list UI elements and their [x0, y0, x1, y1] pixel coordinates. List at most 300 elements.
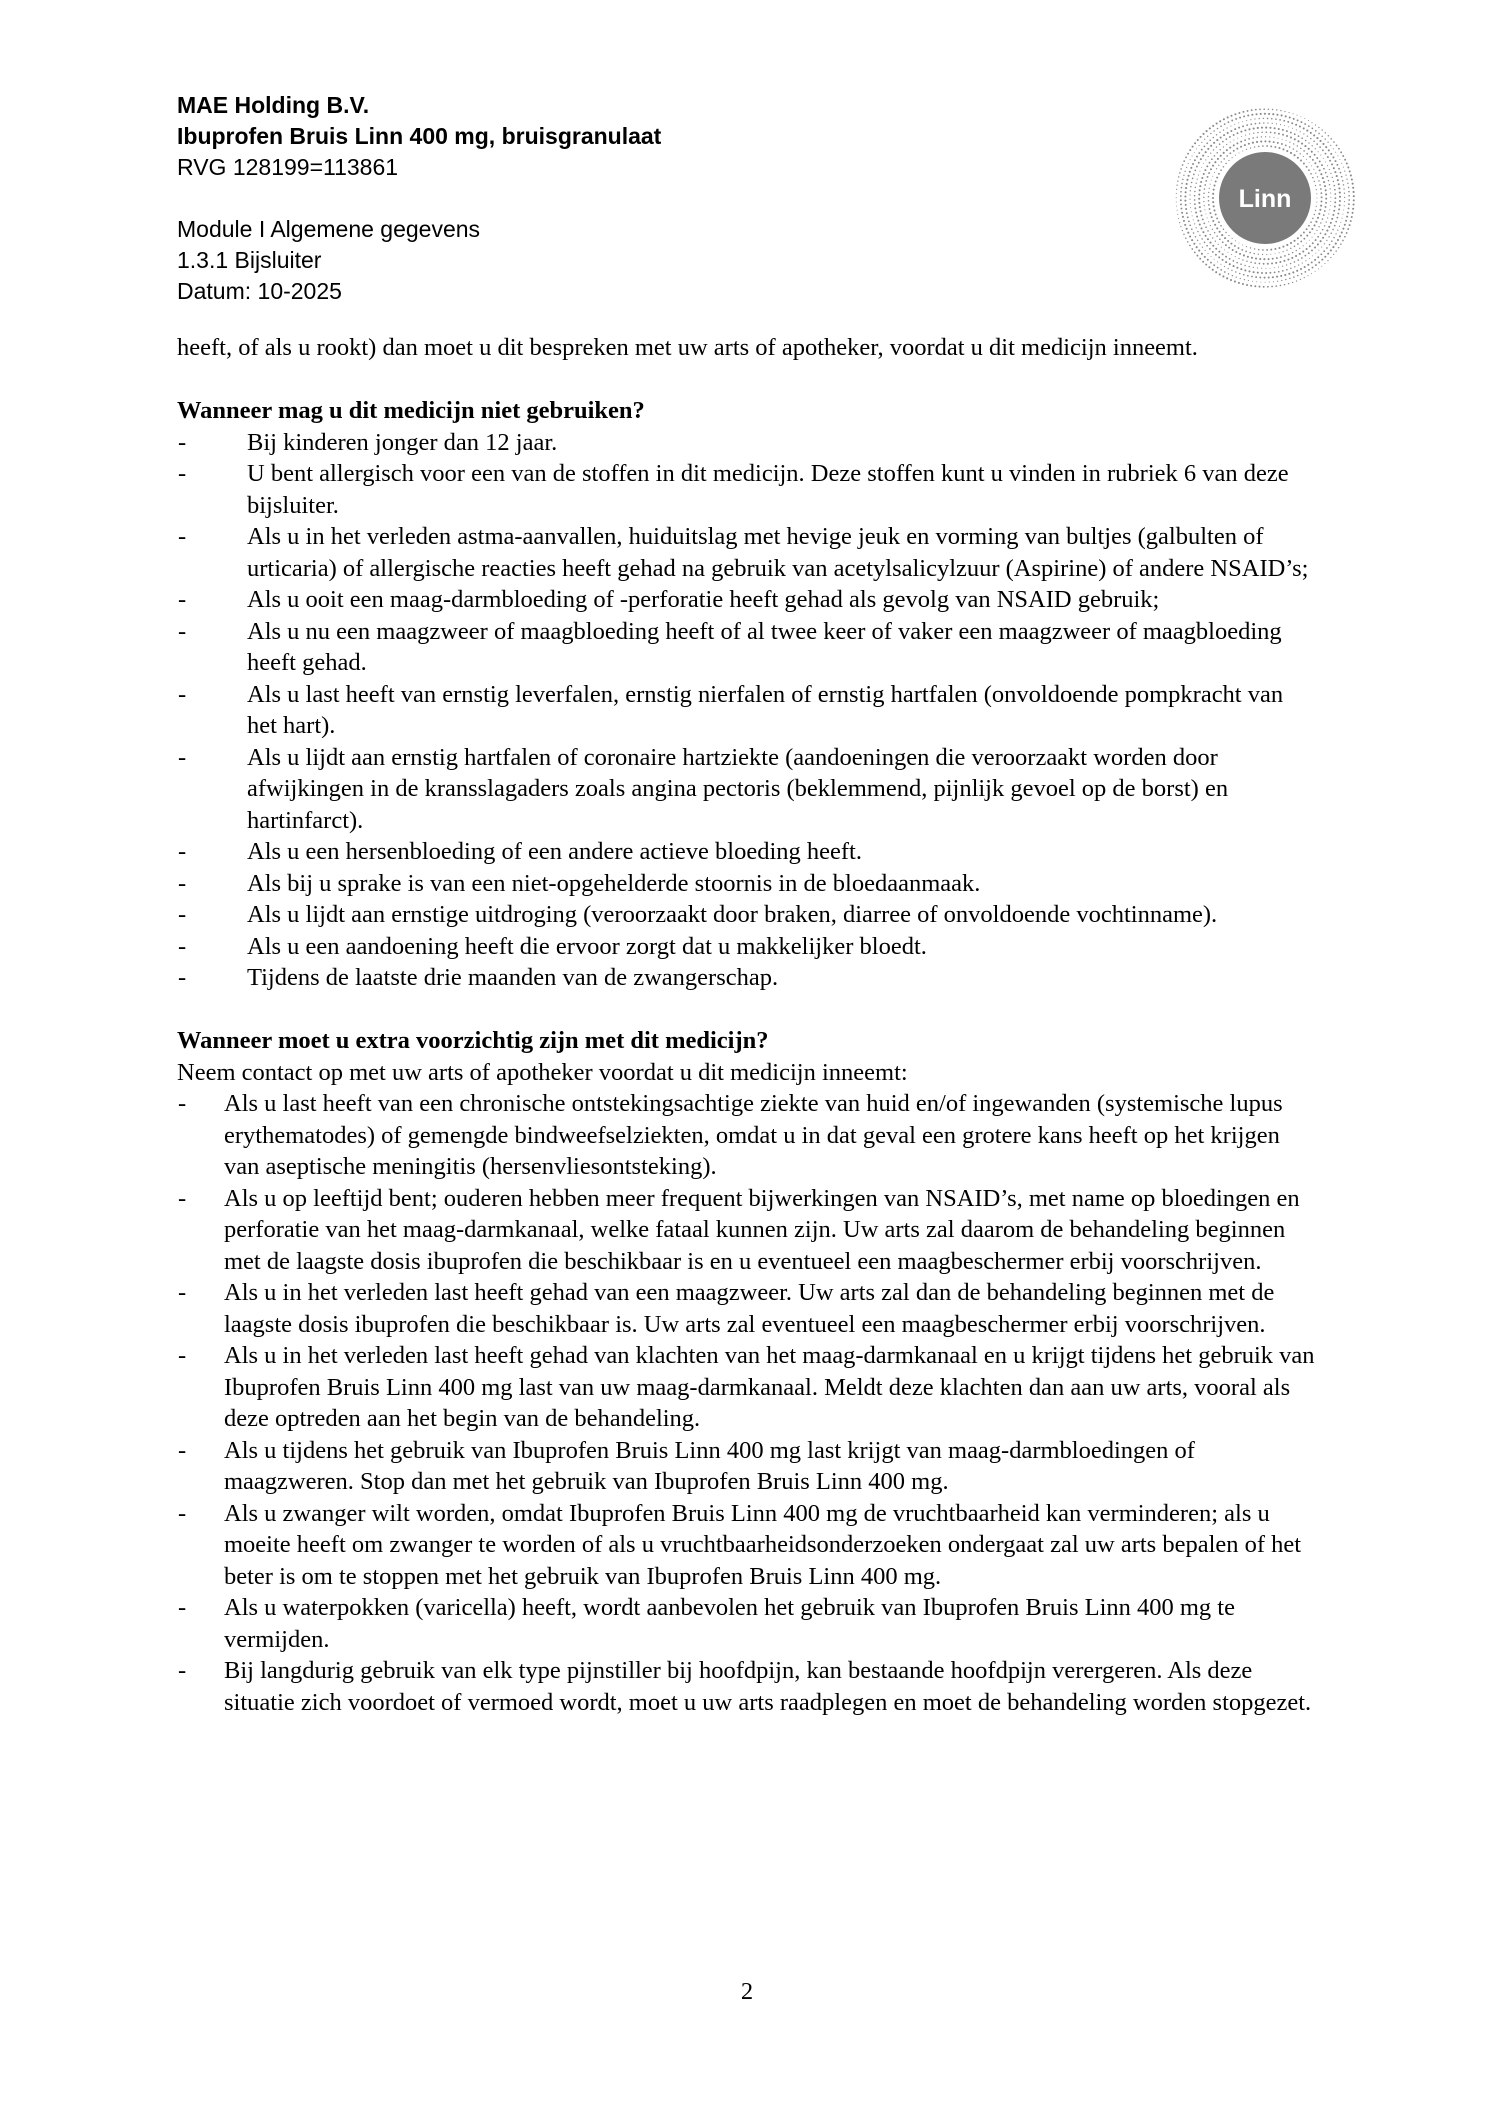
logo-dot [1243, 274, 1245, 276]
logo-dot [1328, 213, 1329, 214]
logo-dot [1183, 220, 1185, 222]
logo-dot [1299, 253, 1301, 255]
logo-dot [1235, 118, 1237, 120]
logo-dot [1276, 123, 1277, 124]
logo-dot [1278, 267, 1279, 268]
logo-dot [1265, 272, 1267, 274]
logo-dot [1324, 256, 1326, 258]
logo-dot [1303, 150, 1305, 152]
logo-dot [1309, 258, 1310, 259]
logo-dot [1246, 149, 1247, 150]
logo-dot [1259, 263, 1261, 265]
logo-dot [1185, 156, 1187, 158]
logo-dot [1228, 235, 1229, 236]
logo-dot [1181, 212, 1183, 214]
logo-dot [1352, 212, 1354, 214]
logo-dot [1207, 148, 1209, 150]
logo-dot [1347, 183, 1348, 184]
logo-dot [1323, 158, 1324, 159]
logo-dot [1263, 258, 1265, 260]
logo-dot [1257, 267, 1258, 268]
logo-dot [1339, 159, 1340, 160]
logo-dot [1308, 269, 1310, 271]
logo-dot [1204, 139, 1205, 140]
logo-dot [1306, 235, 1308, 237]
logo-dot [1244, 144, 1246, 146]
logo-dot [1220, 136, 1222, 138]
logo-dot [1182, 179, 1184, 181]
logo-dot [1263, 108, 1265, 110]
logo-dot [1289, 278, 1291, 280]
logo-dot [1267, 263, 1269, 265]
logo-dot [1326, 176, 1328, 178]
logo-dot [1186, 228, 1188, 230]
logo-dot [1264, 140, 1266, 142]
logo-dot [1219, 132, 1220, 133]
logo-dot [1291, 122, 1293, 124]
logo-dot [1282, 270, 1284, 272]
logo-dot [1236, 262, 1238, 264]
logo-dot [1201, 238, 1203, 240]
logo-dot [1249, 133, 1250, 134]
logo-dot [1180, 191, 1182, 193]
list-item: - Als u nu een maagzweer of maagbloeding heeft of al twee keer of vaker een maagzweer of maagbloeding heeft gehad. [177, 616, 1317, 679]
logo-dot [1270, 249, 1272, 251]
logo-dot [1217, 158, 1219, 160]
logo-dot [1212, 176, 1213, 177]
logo-dot [1178, 176, 1179, 177]
logo-dot [1330, 145, 1331, 146]
logo-dot [1216, 217, 1218, 219]
list-item: - Als u in het verleden astma-aanvallen, huiduitslag met hevige jeuk en vorming van bultjes (galbulten of urticaria) of allergische reacties heeft gehad na gebruik van acetylsalicylzuur (Aspirine) of andere NSAID’s; [177, 521, 1317, 584]
logo-dot [1324, 263, 1325, 264]
logo-dot [1221, 247, 1222, 248]
logo-dot [1307, 135, 1308, 136]
logo-dot [1209, 127, 1211, 129]
logo-dot [1292, 128, 1293, 129]
logo-dot [1280, 110, 1281, 111]
logo-dot [1187, 232, 1189, 234]
logo-dot [1194, 152, 1195, 153]
logo-dot [1343, 210, 1344, 211]
logo-dot [1211, 216, 1213, 218]
logo-dot [1204, 188, 1206, 190]
logo-dot [1260, 282, 1261, 283]
logo-dot [1251, 257, 1253, 259]
logo-dot [1223, 152, 1225, 154]
logo-dot [1181, 183, 1183, 185]
logo-dot [1315, 130, 1317, 132]
logo-dot [1253, 271, 1255, 273]
logo-dot [1223, 118, 1225, 120]
logo-dot [1186, 183, 1188, 185]
logo-dot [1240, 263, 1242, 265]
logo-dot [1316, 230, 1317, 231]
logo-dot [1344, 197, 1345, 198]
logo-dot [1319, 161, 1321, 163]
logo-dot [1233, 139, 1234, 140]
logo-dot [1281, 114, 1283, 116]
logo-dot [1254, 248, 1255, 249]
logo-dot [1230, 115, 1232, 117]
logo-dot [1232, 238, 1233, 239]
logo-dot [1231, 254, 1232, 255]
logo-dot [1191, 211, 1192, 212]
logo-dot [1290, 263, 1291, 264]
logo-dot [1315, 253, 1316, 254]
logo-dot [1352, 208, 1354, 210]
list-item: - Als u last heeft van een chronische ontstekingsachtige ziekte van huid en/of ingewanden (systemische lupus erythematodes) of gemengde bindweefselziekten, omdat u in dat geval een grotere kans heeft op het krijgen van aseptische meningitis (hersenvliesontsteking). [177, 1088, 1317, 1183]
logo-dot [1268, 277, 1270, 279]
logo-dot [1318, 127, 1319, 128]
logo-dot [1226, 155, 1228, 157]
logo-dot [1214, 185, 1216, 187]
logo-dot [1257, 137, 1259, 139]
logo-dot [1289, 117, 1291, 119]
logo-dot [1247, 275, 1249, 277]
logo-dot [1347, 228, 1349, 230]
logo-dot [1328, 149, 1330, 151]
logo-dot [1322, 218, 1324, 220]
logo-dot [1205, 264, 1207, 266]
logo-dot [1268, 113, 1270, 115]
logo-dot [1261, 136, 1262, 137]
logo-dot [1272, 109, 1273, 110]
logo-dot [1183, 175, 1184, 176]
logo-dot [1325, 153, 1327, 155]
logo-dot [1184, 200, 1186, 202]
logo-dot [1292, 282, 1293, 283]
logo-dot [1297, 243, 1299, 245]
logo-dot [1293, 118, 1295, 120]
logo-dot [1323, 168, 1325, 170]
logo-dot [1324, 210, 1326, 212]
logo-dot [1212, 193, 1214, 195]
logo-dot [1326, 240, 1327, 241]
logo-dot [1243, 115, 1245, 117]
logo-dot [1190, 167, 1192, 169]
logo-dot [1180, 195, 1182, 197]
logo-dot [1245, 135, 1246, 136]
logo-dot [1212, 269, 1214, 271]
rvg-number: RVG 128199=113861 [177, 154, 399, 180]
logo-dot [1238, 282, 1240, 284]
logo-dot [1300, 131, 1301, 132]
logo-dot [1213, 137, 1215, 139]
logo-dot [1197, 139, 1199, 141]
logo-dot [1207, 230, 1209, 232]
logo-dot [1308, 252, 1310, 254]
logo-dot [1276, 114, 1278, 116]
logo-dot [1339, 196, 1341, 198]
logo-dot [1177, 214, 1178, 215]
logo-dot [1336, 175, 1338, 177]
logo-dot [1278, 128, 1280, 130]
logo-dot [1296, 129, 1297, 130]
logo-dot [1234, 281, 1236, 283]
logo-dot [1320, 253, 1322, 255]
logo-dot [1245, 251, 1247, 253]
logo-dot [1255, 123, 1257, 125]
logo-dot [1200, 136, 1202, 138]
logo-dot [1309, 162, 1310, 163]
logo-dot [1203, 201, 1204, 202]
logo-dot [1300, 279, 1301, 280]
logo-dot [1193, 173, 1195, 175]
logo-dot [1299, 125, 1301, 127]
logo-dot [1249, 252, 1251, 254]
logo-dot [1240, 268, 1242, 270]
logo-dot [1182, 230, 1183, 231]
logo-dot [1196, 255, 1198, 257]
logo-dot [1332, 246, 1334, 248]
logo-dot [1232, 275, 1234, 277]
logo-dot [1208, 156, 1209, 157]
logo-dot [1259, 122, 1261, 124]
logo-dot [1197, 178, 1198, 179]
logo-dot [1176, 197, 1177, 198]
logo-dot [1206, 142, 1208, 144]
logo-dot [1215, 254, 1217, 256]
logo-dot [1290, 248, 1291, 249]
logo-dot [1234, 245, 1236, 247]
logo-dot [1348, 203, 1350, 205]
logo-dot [1208, 221, 1209, 222]
logo-dot [1251, 276, 1253, 278]
logo-dot [1307, 264, 1309, 266]
list-item: - Als u ooit een maag-darmbloeding of -perforatie heeft gehad als gevolg van NSAID gebruik; [177, 584, 1317, 616]
logo-dot [1303, 238, 1305, 240]
logo-dot [1326, 247, 1328, 249]
logo-dot [1263, 118, 1264, 119]
logo-dot [1180, 203, 1182, 205]
logo-dot [1328, 135, 1330, 137]
logo-dot [1192, 178, 1194, 180]
logo-dot [1291, 257, 1293, 259]
logo-dot [1275, 253, 1276, 254]
logo-dot [1318, 180, 1320, 182]
logo-dot [1344, 205, 1345, 206]
logo-dot [1297, 275, 1299, 277]
logo-dot [1187, 241, 1189, 243]
logo-dot [1189, 194, 1190, 195]
logo-dot [1306, 130, 1308, 132]
logo-dot [1337, 229, 1338, 230]
logo-dot [1241, 249, 1243, 251]
logo-dot [1242, 125, 1244, 127]
logo-dot [1300, 159, 1302, 161]
logo-dot [1338, 247, 1340, 249]
logo-dot [1344, 224, 1346, 226]
logo-dot [1203, 173, 1205, 175]
logo-dot [1209, 139, 1211, 141]
logo-dot [1263, 286, 1265, 288]
logo-dot [1220, 125, 1222, 127]
logo-dot [1339, 200, 1341, 202]
list-item: - Als bij u sprake is van een niet-opgehelderde stoornis in de bloedaanmaak. [177, 868, 1317, 900]
logo-dot [1331, 240, 1333, 242]
logo-dot [1318, 151, 1319, 152]
logo-dot [1250, 123, 1252, 125]
logo-dot [1182, 164, 1184, 166]
logo-dot [1214, 232, 1215, 233]
logo-dot [1315, 185, 1316, 186]
logo-dot [1214, 209, 1216, 211]
logo-dot [1223, 228, 1225, 230]
logo-dot [1256, 141, 1258, 143]
logo-dot [1308, 225, 1310, 227]
logo-dot [1220, 269, 1222, 271]
logo-dot [1315, 271, 1316, 272]
logo-dot [1218, 251, 1220, 253]
logo-dot [1339, 226, 1340, 227]
logo-dot [1236, 276, 1237, 277]
logo-dot [1330, 232, 1332, 234]
logo-dot [1303, 163, 1305, 165]
logo-dot [1226, 149, 1228, 151]
logo-dot [1344, 236, 1346, 238]
logo-dot [1212, 237, 1213, 238]
logo-dot [1241, 136, 1242, 137]
logo-dot [1265, 127, 1267, 129]
logo-dot [1304, 277, 1305, 278]
logo-dot [1184, 195, 1186, 197]
logo-dot [1242, 151, 1243, 152]
logo-dot [1271, 118, 1273, 120]
logo-dot [1208, 192, 1209, 193]
logo-dot [1216, 139, 1218, 141]
logo-dot [1325, 132, 1326, 133]
logo-dot [1199, 235, 1200, 236]
logo-dot [1329, 184, 1330, 185]
logo-dot [1315, 148, 1316, 149]
logo-dot [1180, 168, 1182, 170]
logo-dot [1207, 176, 1209, 178]
logo-dot [1324, 225, 1326, 227]
logo-dot [1317, 217, 1319, 219]
logo-dot [1293, 113, 1294, 114]
logo-dot [1226, 277, 1228, 279]
logo-dot [1191, 239, 1193, 241]
logo-dot [1352, 187, 1354, 189]
logo-dot [1210, 133, 1211, 134]
logo-dot [1202, 133, 1204, 135]
logo-dot [1294, 133, 1296, 135]
logo-dot [1297, 237, 1299, 239]
logo-dot [1224, 237, 1226, 239]
logo-dot [1204, 205, 1205, 206]
logo-dot [1334, 171, 1336, 173]
logo-dot [1243, 254, 1245, 256]
logo-dot [1302, 262, 1303, 263]
logo-dot [1238, 112, 1240, 114]
logo-dot [1329, 244, 1331, 246]
logo-dot [1272, 113, 1274, 115]
logo-dot [1325, 189, 1327, 191]
list-item: - Als u in het verleden last heeft gehad van klachten van het maag-darmkanaal en u krijgt tijdens het gebruik van Ibuprofen Bruis Linn 400 mg last van uw maag-darmkanaal. Meldt deze klachten dan aan uw arts, vooral als deze optreden aan het begin van de behandeling. [177, 1340, 1317, 1435]
logo-dot [1216, 177, 1218, 179]
logo-dot [1264, 277, 1266, 279]
logo-dot [1214, 172, 1215, 173]
logo-dot [1345, 220, 1347, 222]
logo-dot [1333, 254, 1334, 255]
logo-dot [1293, 154, 1295, 156]
logo-dot [1233, 265, 1235, 267]
logo-dot [1348, 195, 1350, 197]
logo-dot [1209, 248, 1211, 250]
logo-dot [1193, 219, 1194, 220]
logo-dot [1209, 188, 1210, 189]
logo-dot [1242, 283, 1244, 285]
logo-dot [1200, 227, 1202, 229]
logo-dot [1300, 148, 1302, 150]
logo-dot [1194, 223, 1195, 224]
logo-dot [1269, 272, 1271, 274]
list-item: - Als u een hersenbloeding of een andere actieve bloeding heeft. [177, 836, 1317, 868]
logo-dot [1194, 142, 1196, 144]
logo-dot [1347, 212, 1349, 214]
logo-dot [1210, 234, 1212, 236]
logo-dot [1320, 173, 1322, 175]
logo-dot [1179, 172, 1181, 174]
logo-dot [1286, 130, 1288, 132]
logo-dot [1338, 183, 1340, 185]
logo-dot [1232, 157, 1233, 158]
logo-dot [1344, 193, 1345, 194]
logo-dot [1298, 264, 1299, 265]
logo-dot [1204, 169, 1206, 171]
logo-dot [1312, 177, 1314, 179]
logo-dot [1292, 271, 1294, 273]
document-date: Datum: 10-2025 [177, 278, 342, 304]
logo-dot [1262, 254, 1263, 255]
logo-dot [1184, 171, 1185, 172]
logo-dot [1322, 129, 1323, 130]
logo-dot [1301, 121, 1303, 123]
logo-dot [1208, 204, 1210, 206]
logo-dot [1327, 217, 1328, 218]
logo-dot [1219, 238, 1221, 240]
logo-dot [1223, 134, 1225, 136]
logo-dot [1330, 257, 1331, 258]
logo-dot [1236, 267, 1238, 269]
logo-dot [1191, 182, 1193, 184]
list-item: - Bij langdurig gebruik van elk type pijnstiller bij hoofdpijn, kan bestaande hoofdpijn verergeren. Als deze situatie zich voordoet of vermoed wordt, moet u uw arts raadplegen en moet de behandeling worden stopgezet. [177, 1655, 1317, 1718]
logo-dot [1304, 271, 1306, 273]
logo-dot [1200, 210, 1202, 212]
logo-dot [1216, 235, 1218, 237]
logo-dot [1280, 285, 1282, 287]
logo-dot [1217, 261, 1218, 262]
logo-dot [1297, 157, 1299, 159]
logo-dot [1324, 233, 1326, 235]
logo-dot [1219, 120, 1221, 122]
logo-dot [1332, 177, 1333, 178]
logo-dot [1216, 227, 1218, 229]
logo-dot [1206, 130, 1208, 132]
logo-dot [1186, 167, 1187, 168]
logo-dot [1183, 234, 1184, 235]
logo-dot [1212, 165, 1214, 167]
logo-dot [1224, 249, 1225, 250]
logo-dot [1288, 126, 1289, 127]
logo-dot [1325, 202, 1327, 204]
logo-dot [1190, 207, 1191, 208]
logo-dot [1208, 200, 1210, 202]
logo-dot [1234, 128, 1236, 130]
logo-dot [1315, 210, 1316, 211]
logo-dot [1295, 255, 1297, 257]
